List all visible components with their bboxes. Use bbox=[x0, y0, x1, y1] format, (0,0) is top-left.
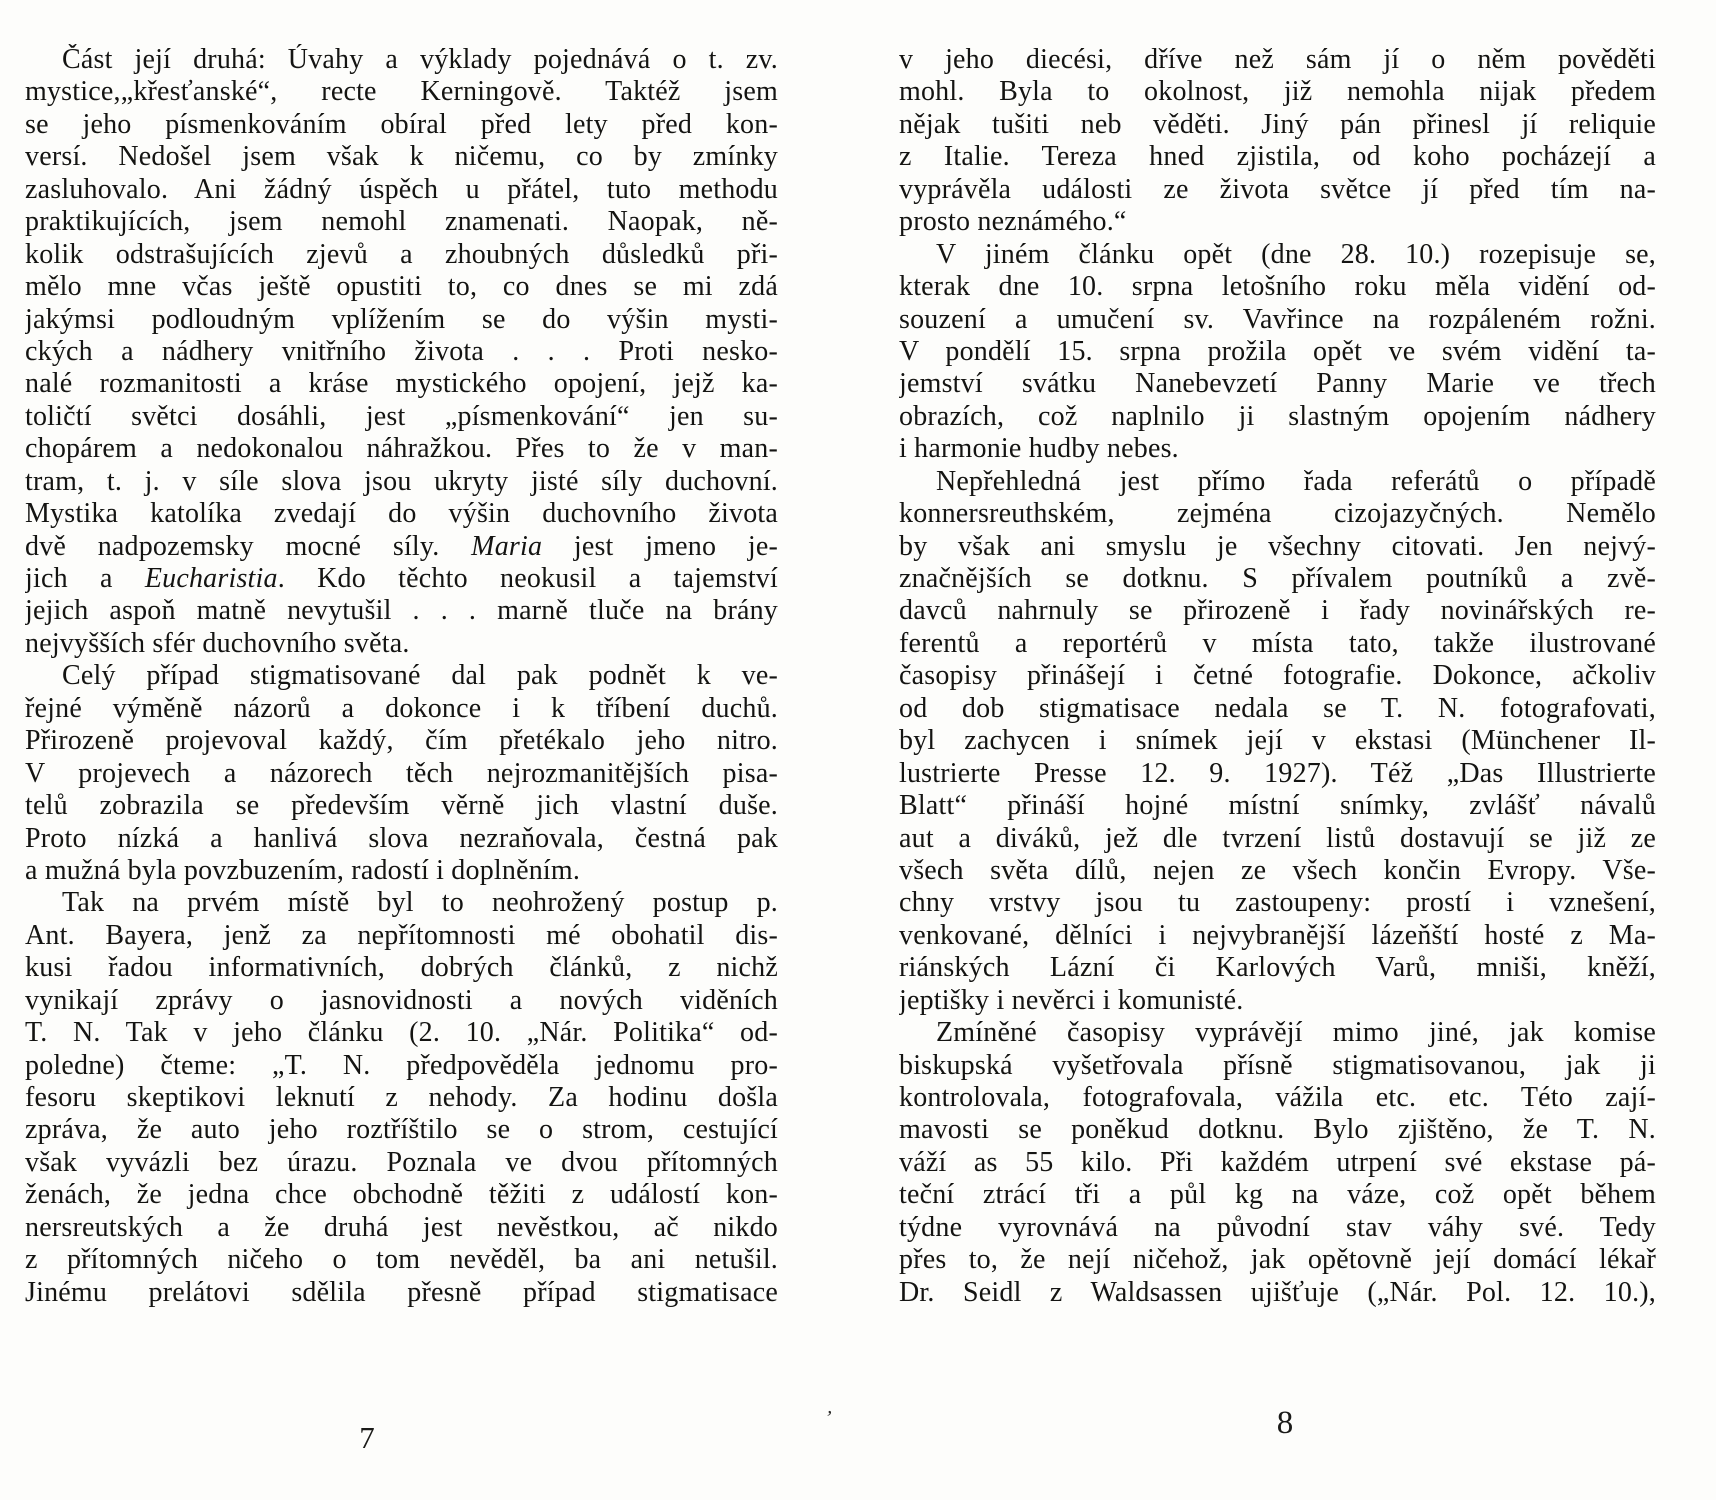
text-line: všech světa dílů, nejen ze všech končin Evropy. Vše- bbox=[899, 854, 1656, 886]
text-line: teční ztrácí tři a půl kg na váze, což opět během bbox=[899, 1179, 1656, 1211]
text-line: nejvyšších sfér duchovního světa. bbox=[25, 627, 410, 659]
text-line: aut a diváků, jež dle tvrzení listů dostavují se již ze bbox=[899, 822, 1656, 854]
text-line: mystice,„křesťanské“, recte Kerningově. Taktéž jsem bbox=[25, 76, 778, 108]
text-line: nersreutských a že druhá jest nevěstkou, ač nikdo bbox=[25, 1211, 778, 1243]
paragraph bbox=[25, 887, 778, 1309]
text-line: Celý případ stigmatisované dal pak podnět k ve- bbox=[62, 660, 778, 692]
text-line: řejné výměně názorů a dokonce i k tříbení duchů. bbox=[25, 692, 778, 724]
text-line: fesoru skeptikovi leknutí z nehody. Za hodinu došla bbox=[25, 1082, 778, 1113]
text-line: z přítomných ničeho o tom nevěděl, ba ani netušil. bbox=[25, 1244, 778, 1276]
text-line: v jeho diecési, dříve než sám jí o něm pověděti bbox=[899, 44, 1656, 75]
text-line: Tak na prvém místě byl to neohrožený postup p. bbox=[62, 887, 778, 919]
text-line: jemství svátku Nanebevzetí Panny Marie ve třech bbox=[899, 368, 1656, 400]
text-line: přes to, že nejí ničehož, jak opětovně její domácí lékař bbox=[899, 1244, 1656, 1276]
text-line: byl zachycen i snímek její v ekstasi (Münchener Il- bbox=[899, 725, 1656, 757]
right-page-number: 8 bbox=[1276, 1405, 1294, 1441]
paragraph bbox=[25, 660, 778, 887]
text-line: Mystika katolíka zvedají do výšin duchovního života bbox=[25, 498, 778, 530]
text-line: jejich aspoň matně nevytušil . . . marně tluče na brány bbox=[25, 595, 778, 627]
paragraph bbox=[899, 1017, 1656, 1309]
text-line: jakýmsi podloudným vplížením se do výšin mysti- bbox=[25, 303, 778, 335]
left-page-number: 7 bbox=[359, 1420, 375, 1455]
text-line: Blatt“ přináší hojné místní snímky, zvlášť návalů bbox=[899, 790, 1656, 822]
text-line: mělo mne včas ještě opustiti to, co dnes se mi zdá bbox=[25, 271, 778, 303]
text-line: Část její druhá: Úvahy a výklady pojednává o t. zv. bbox=[62, 44, 778, 75]
paragraph bbox=[899, 466, 1656, 1017]
text-line: dvě nadpozemsky mocné síly. Maria jest jmeno je- bbox=[25, 530, 778, 562]
text-line: vyprávěla události ze života světce jí před tím na- bbox=[899, 173, 1656, 205]
text-line: konnersreuthském, zejména cizojazyčných. Nemělo bbox=[899, 498, 1656, 530]
text-line: Ant. Bayera, jenž za nepřítomnosti mé obohatil dis- bbox=[25, 919, 778, 951]
text-line: zasluhovalo. Ani žádný úspěch u přátel, tuto methodu bbox=[25, 173, 778, 205]
text-line: zpráva, že auto jeho roztříštilo se o strom, cestující bbox=[25, 1114, 778, 1146]
text-line: nalé rozmanitosti a kráse mystického opojení, jejž ka- bbox=[25, 368, 778, 400]
text-line: týdne vyrovnává na původní stav váhy své. Tedy bbox=[899, 1211, 1656, 1243]
text-line: jeptišky i nevěrci i komunisté. bbox=[899, 984, 1244, 1016]
text-line: obrazích, což naplnilo ji slastným opojením nádhery bbox=[899, 400, 1656, 432]
text-line: Přirozeně projevoval každý, čím přetékalo jeho nitro. bbox=[25, 725, 778, 757]
text-line: by však ani smyslu je všechny citovati. Jen nejvý- bbox=[899, 530, 1656, 562]
text-line: telů zobrazila se především věrně jich vlastní duše. bbox=[25, 790, 778, 822]
text-line: lustrierte Presse 12. 9. 1927). Též „Das Illustrierte bbox=[899, 757, 1656, 789]
text-line: kterak dne 10. srpna letošního roku měla vidění od- bbox=[899, 271, 1656, 303]
text-line: biskupská vyšetřovala přísně stigmatisovanou, jak ji bbox=[899, 1049, 1656, 1081]
text-line: kolik odstrašujících zjevů a zhoubných důsledků při- bbox=[25, 238, 778, 270]
text-line: Jinému prelátovi sdělila přesně případ stigmatisace bbox=[25, 1276, 778, 1308]
text-line: kusi řadou informativních, dobrých článků, z nichž bbox=[25, 952, 778, 984]
italic-word: Eucharistia bbox=[144, 563, 278, 594]
text-line: jich a Eucharistia. Kdo těchto neokusil a tajemství bbox=[25, 563, 778, 594]
text-line: venkované, dělníci i nejvybranější lázeňští hosté z Ma- bbox=[899, 919, 1656, 951]
text-line: i harmonie hudby nebes. bbox=[899, 433, 1179, 465]
text-line: versí. Nedošel jsem však k ničemu, co by zmínky bbox=[25, 141, 778, 173]
text-line: chny vrstvy jsou tu zastoupeny: prostí i vznešení, bbox=[899, 887, 1656, 919]
text-line: mohl. Byla to okolnost, již nemohla nijak předem bbox=[899, 76, 1656, 108]
italic-word: Maria bbox=[471, 530, 543, 562]
text-line: z Italie. Tereza hned zjistila, od koho pocházejí a bbox=[899, 141, 1656, 173]
text-line: praktikujících, jsem nemohl znamenati. Naopak, ně- bbox=[25, 206, 778, 238]
text-line: ferentů a reportérů v místa tato, takže ilustrované bbox=[899, 627, 1656, 659]
text-line: Dr. Seidl z Waldsassen ujišťuje („Nár. Pol. 12. 10.), bbox=[899, 1276, 1656, 1308]
text-line: váží as 55 kilo. Při každém utrpení své ekstase pá- bbox=[899, 1146, 1656, 1178]
text-line: V pondělí 15. srpna prožila opět ve svém vidění ta- bbox=[899, 335, 1656, 367]
text-line: tram, t. j. v síle slova jsou ukryty jisté síly duchovní. bbox=[25, 465, 778, 497]
text-line: Zmíněné časopisy vyprávějí mimo jiné, jak komise bbox=[936, 1017, 1656, 1049]
text-line: od dob stigmatisace nedala se T. N. fotografovati, bbox=[899, 692, 1656, 724]
text-line: se jeho písmenkováním obíral před lety před kon- bbox=[25, 108, 778, 140]
text-line: ckých a nádhery vnitřního života . . . Proti nesko- bbox=[25, 335, 778, 367]
text-line: toličtí světci dosáhli, jest „písmenkování“ jen su- bbox=[25, 400, 778, 432]
text-line: prosto neznámého.“ bbox=[899, 206, 1127, 238]
text-line: V jiném článku opět (dne 28. 10.) rozepisuje se, bbox=[936, 238, 1656, 270]
paragraph bbox=[899, 239, 1656, 466]
text-line: T. N. Tak v jeho článku (2. 10. „Nár. Politika“ od- bbox=[25, 1017, 778, 1049]
text-line: ženách, že jedna chce obchodně těžiti z událostí kon- bbox=[25, 1179, 778, 1211]
text-line: davců nahrnuly se přirozeně i řady novinářských re- bbox=[899, 595, 1656, 627]
left-page-text-column bbox=[25, 44, 778, 1309]
text-line: mavosti se poněkud dotknu. Bylo zjištěno, že T. N. bbox=[899, 1114, 1656, 1146]
paragraph bbox=[25, 44, 778, 660]
text-line: značnějších se dotknu. S přívalem poutníků a zvě- bbox=[899, 563, 1656, 594]
text-line: vynikají zprávy o jasnovidnosti a nových viděních bbox=[25, 984, 778, 1016]
text-line: riánských Lázní či Karlových Varů, mniši, kněží, bbox=[899, 952, 1656, 984]
paragraph bbox=[899, 44, 1656, 239]
text-line: V projevech a názorech těch nejrozmanitějších pisa- bbox=[25, 757, 778, 789]
text-line: však vyvázli bez úrazu. Poznala ve dvou přítomných bbox=[25, 1146, 778, 1178]
text-line: kontrolovala, fotografovala, vážila etc. etc. Této zají- bbox=[899, 1082, 1656, 1113]
text-line: nějak tušiti neb věděti. Jiný pán přinesl jí reliquie bbox=[899, 108, 1656, 140]
text-line: chopárem a nedokonalou náhražkou. Přes to že v man- bbox=[25, 433, 778, 465]
text-line: souzení a umučení sv. Vavřince na rozpáleném rožni. bbox=[899, 303, 1656, 335]
right-page-text-column bbox=[899, 44, 1656, 1309]
text-line: poledne) čteme: „T. N. předpověděla jednomu pro- bbox=[25, 1049, 778, 1081]
text-line: Proto nízká a hanlivá slova nezraňovala, čestná pak bbox=[25, 822, 778, 854]
text-line: časopisy přinášejí i četné fotografie. Dokonce, ačkoliv bbox=[899, 660, 1656, 692]
text-line: a mužná byla povzbuzením, radostí i doplněním. bbox=[25, 854, 581, 886]
text-line: Nepřehledná jest přímo řada referátů o případě bbox=[936, 465, 1656, 497]
ink-speck: , bbox=[826, 1395, 835, 1419]
